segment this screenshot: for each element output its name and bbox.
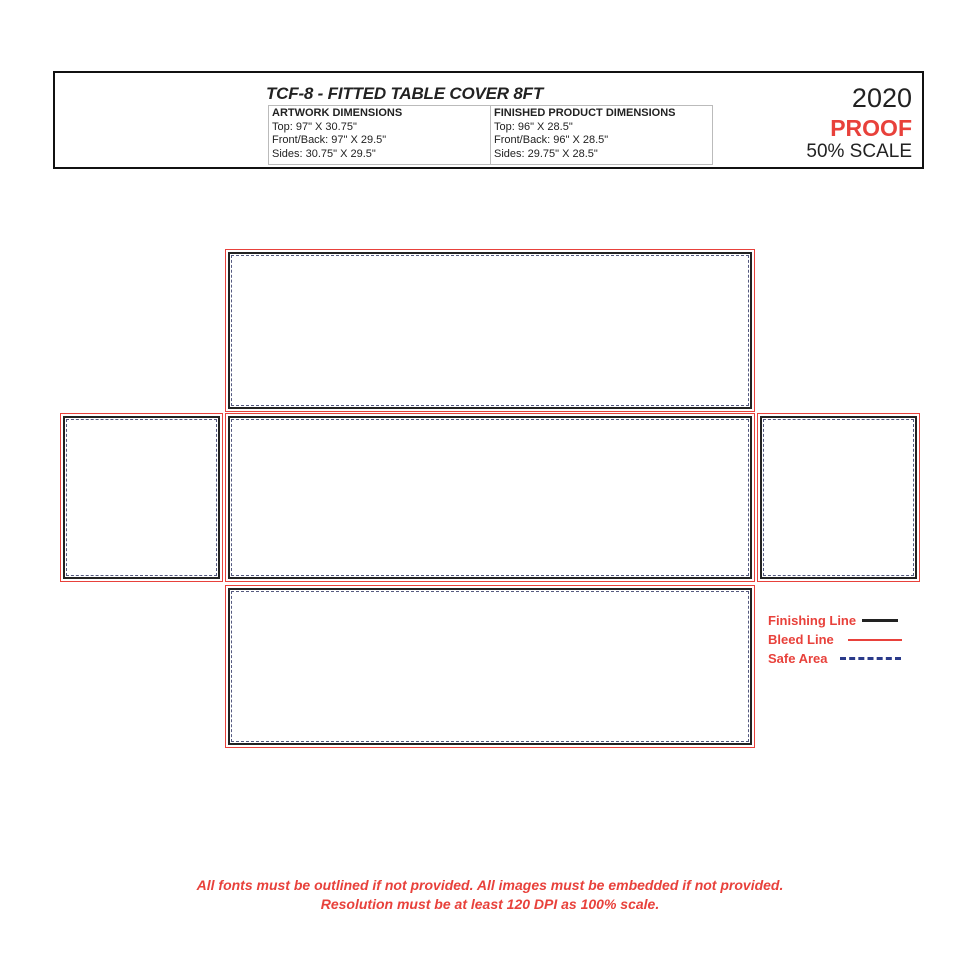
finishing-line-swatch — [862, 619, 898, 622]
proof-label: PROOF — [830, 115, 912, 141]
title-block — [53, 71, 924, 169]
legend-safe-label: Safe Area — [768, 651, 828, 666]
legend-finishing-label: Finishing Line — [768, 613, 857, 628]
footer-line-2: Resolution must be at least 120 DPI as 100% scale. — [320, 896, 660, 912]
finished-sides: Sides: 29.75" X 28.5" — [494, 147, 598, 160]
artwork-front-back: Front/Back: 97" X 29.5" — [272, 134, 387, 146]
legend-bleed-label: Bleed Line — [768, 632, 834, 647]
finished-dimensions — [490, 106, 712, 164]
scale-label: 50% SCALE — [806, 141, 912, 162]
panel-back — [225, 249, 755, 412]
dimensions-table — [268, 105, 713, 165]
product-title: TCF-8 - FITTED TABLE COVER 8FT — [266, 84, 544, 103]
legend — [768, 611, 902, 668]
artwork-sides: Sides: 30.75" X 29.5" — [272, 147, 376, 160]
panel-right-side — [757, 413, 920, 582]
artwork-top: Top: 97" X 30.75" — [272, 120, 357, 133]
finished-front-back: Front/Back: 96" X 28.5" — [494, 134, 609, 146]
panel-left-side — [60, 413, 223, 582]
panel-top — [225, 413, 755, 582]
artwork-dimensions — [269, 106, 490, 164]
panel-front — [225, 585, 755, 748]
footer-line-1: All fonts must be outlined if not provided. All images must be embedded if not provided. — [196, 877, 784, 893]
footer-note — [0, 876, 980, 914]
bleed-line-swatch — [848, 639, 902, 641]
safe-area-swatch — [840, 657, 901, 660]
year: 2020 — [851, 83, 912, 113]
finished-heading: FINISHED PRODUCT DIMENSIONS — [494, 107, 676, 119]
finished-top: Top: 96" X 28.5" — [494, 120, 573, 133]
artwork-heading: ARTWORK DIMENSIONS — [272, 107, 403, 119]
